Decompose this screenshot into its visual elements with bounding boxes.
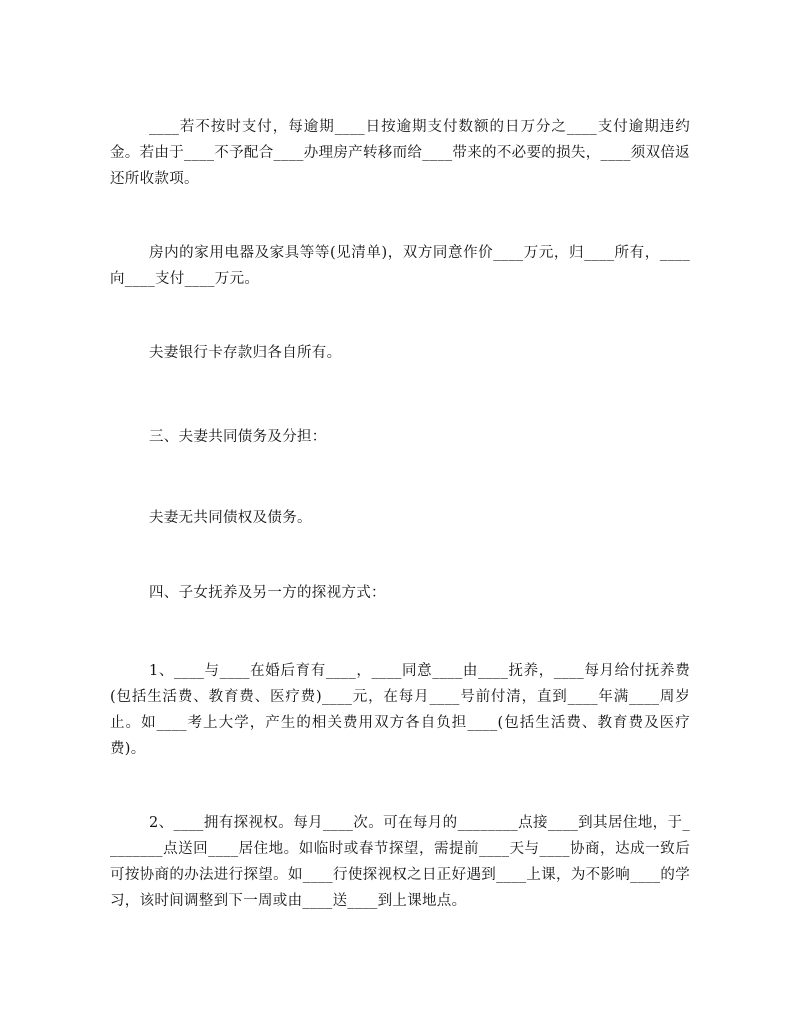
paragraph-late-payment-penalty: ____若不按时支付，每逾期____日按逾期支付数额的日万分之____支付逾期违约金。若由于____不予配合____办理房产转移而给____带来的不必要的损失，____须双倍返还所收款项。 <box>110 119 690 187</box>
paragraph-bank-deposits: 夫妻银行卡存款归各自所有。 <box>149 345 342 361</box>
paragraph-furniture-appliances: 房内的家用电器及家具等等(见清单)，双方同意作价____万元，归____所有，____向____支付____万元。 <box>110 245 690 287</box>
paragraph-child-support: 1、____与____在婚后育有____，____同意____由____抚养，____每月给付抚养费(包括生活费、教育费、医疗费)____元，在每月____号前付清，直到____年满____周岁止。如____考上大学，产生的相关费用双方各自负担____(包括生活费、教育费及医疗费)。 <box>110 663 690 757</box>
section-heading-child-custody: 四、子女抚养及另一方的探视方式： <box>149 585 386 601</box>
section-heading-joint-debts: 三、夫妻共同债务及分担： <box>149 429 327 445</box>
paragraph-visitation-rights: 2、____拥有探视权。每月____次。可在每月的________点接____到其居住地，于________点送回____居住地。如临时或春节探望，需提前____天与____协商，达成一致后可按协商的办法进行探望。如____行使探视权之日正好遇到____上课，为不影响____的学习，该时间调整到下一周或由____送____到上课地点。 <box>110 815 690 909</box>
paragraph-no-joint-debts: 夫妻无共同债权及债务。 <box>149 510 312 526</box>
